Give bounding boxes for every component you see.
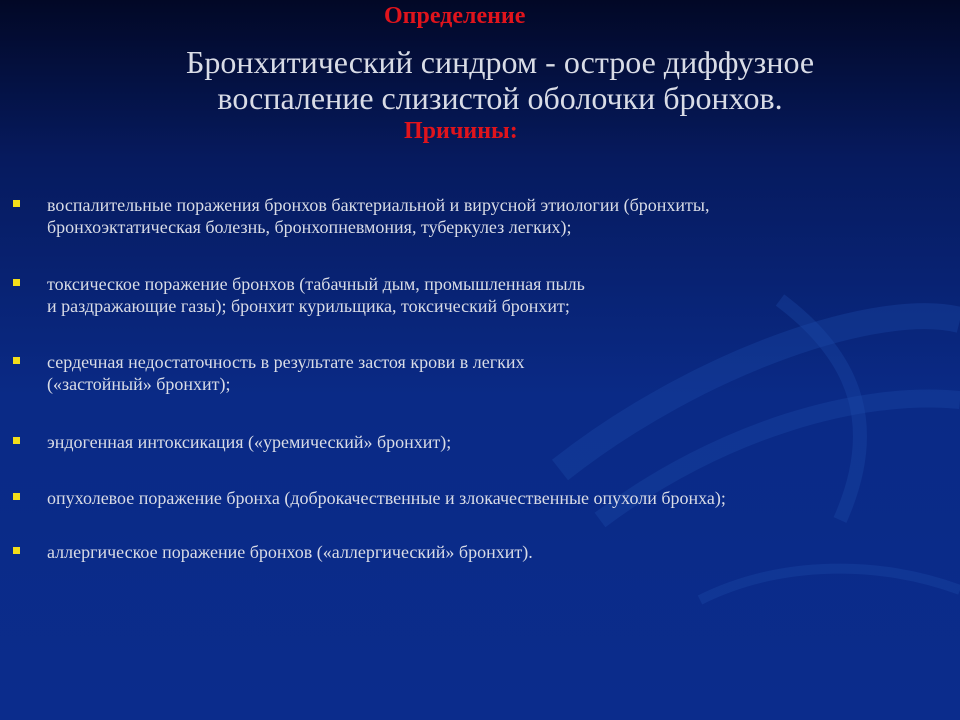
bullet-square-icon bbox=[13, 547, 20, 554]
bullet-square-icon bbox=[13, 437, 20, 444]
bullet-square-icon bbox=[13, 200, 20, 207]
bullet-square-icon bbox=[13, 493, 20, 500]
bullet-square-icon bbox=[13, 279, 20, 286]
list-item-text: воспалительные поражения бронхов бактериальной и вирусной этиологии (бронхиты, бронхоэктатическая болезнь, бронхопневмония, туберкулез легких); bbox=[47, 195, 710, 237]
list-item-text: аллергическое поражение бронхов («аллергический» бронхит). bbox=[47, 542, 533, 562]
causes-heading: Причины: bbox=[404, 118, 518, 144]
definition-text: Бронхитический синдром - острое диффузное воспаление слизистой оболочки бронхов. bbox=[185, 44, 815, 116]
list-item-text: сердечная недостаточность в результате застоя крови в легких («застойный» бронхит); bbox=[47, 352, 525, 394]
definition-heading-text: Определение bbox=[384, 3, 526, 29]
bullet-square-icon bbox=[13, 357, 20, 364]
list-item-text: опухолевое поражение бронха (доброкачественные и злокачественные опухоли бронха); bbox=[47, 488, 726, 508]
list-item-text: токсическое поражение бронхов (табачный дым, промышленная пыль и раздражающие газы); бронхит курильщика, токсический бронхит; bbox=[47, 274, 585, 316]
list-item-text: эндогенная интоксикация («уремический» бронхит); bbox=[47, 432, 452, 452]
